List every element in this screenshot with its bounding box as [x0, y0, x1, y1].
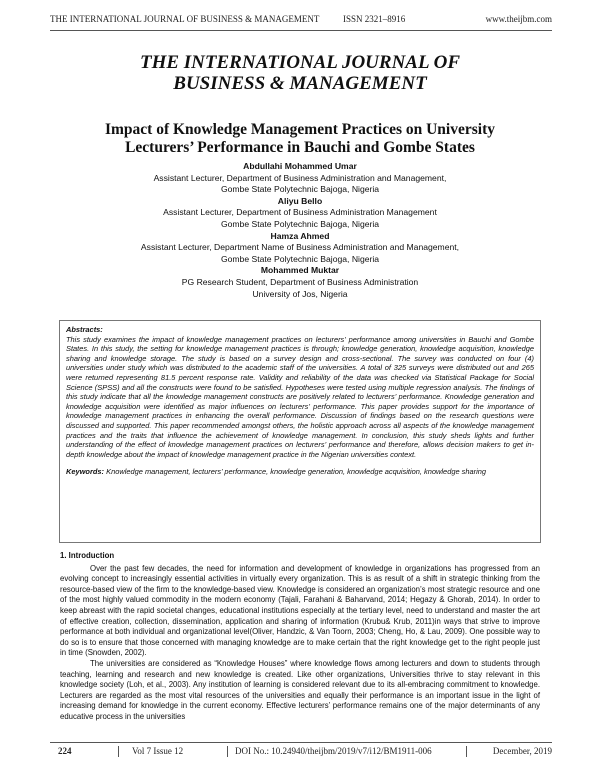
page-number: 224 [58, 746, 72, 756]
footer-separator [227, 746, 228, 757]
footer-doi[interactable]: DOI No.: 10.24940/theijbm/2019/v7/i12/BM1911-006 [235, 746, 432, 756]
author-name: Mohammed Muktar [260, 265, 340, 276]
author-affiliation: University of Jos, Nigeria [252, 288, 348, 299]
journal-title-line: BUSINESS & MANAGEMENT [173, 73, 427, 94]
footer-rule [50, 742, 552, 743]
keywords [66, 467, 534, 477]
paper-title-line: Impact of Knowledge Management Practices on University [104, 121, 495, 138]
footer-date: December, 2019 [492, 746, 552, 756]
footer-volume: Vol 7 Issue 12 [132, 746, 184, 756]
paper-title-line: Lecturers’ Performance in Bauchi and Gombe States [125, 139, 475, 156]
author-name: Hamza Ahmed [270, 230, 330, 241]
footer-separator [118, 746, 119, 757]
footer-separator [466, 746, 467, 757]
journal-title [0, 52, 600, 94]
header-journal: THE INTERNATIONAL JOURNAL OF BUSINESS & MANAGEMENT [50, 14, 320, 24]
paragraph: The universities are considered as “Knowledge Houses” where knowledge flows among lecturers and down to students through teaching, learning and research and new knowledge is created. Like other organizations, Universities thrive to stay relevant in this knowledge society (Loh, et al., 2003). Any institution of learning is considered relevant due to its all-embracing commitment to knowledge. Lecturers are regarded as the most vital resources of the universities and equally their performance is an important issue in the light of increasing demand for knowledge in the current economy. Effective lecturers’ performance remains one of the major determinants of any educative process in the universities [60, 658, 540, 721]
author-name: Abdullahi Mohammed Umar [243, 161, 357, 171]
header-issn: ISSN 2321–8916 [343, 14, 406, 24]
author-affiliation: PG Research Student, Department of Business Administration [181, 276, 419, 287]
author-name: Aliyu Bello [277, 195, 323, 206]
paragraph: Over the past few decades, the need for information and development of knowledge in organizations has progressed from an evolving concept to increasingly essential activities in virtually every organization. This is as result of a shift in strategic thinking from the resource-based view of the firm to the knowledge-based view. Knowledge is considered an organization’s most strategic resource and one of the most highly valued commodity in the modern economy (Tajali, Farahani & Baharvand, 2014; Hegazy & Ghorab, 2014). In order to keep abreast with the rapid societal changes, educational institutions especially at the tertiary level, need to understand and master the art of effective creation, collection, dissemination, application and sharing of information (Krubu& Krub, 2011)in ways that strive to improve performance at both individual and organizational level(Oliver, Handzic, & Van Toorn, 2003; Cheng, Ho, & Lau, 2009). One possible way to do so is to ensure that those concerned with managing knowledge are to make certain that the right knowledge get to the right people just in time (Snowden, 2002). [60, 563, 540, 658]
author-affiliation: Gombe State Polytechnic Bajoga, Nigeria [220, 253, 380, 264]
paper-title [60, 121, 540, 157]
author-affiliation: Gombe State Polytechnic Bajoga, Nigeria [220, 184, 380, 195]
running-footer [50, 746, 552, 758]
author-affiliation: Assistant Lecturer, Department of Business Administration Management [163, 207, 437, 218]
author-affiliation: Assistant Lecturer, Department Name of Business Administration and Management, [140, 242, 460, 253]
running-header [50, 14, 552, 28]
introduction-section [60, 551, 540, 723]
abstract-box [59, 320, 541, 543]
author-block [60, 161, 540, 300]
journal-title-line: THE INTERNATIONAL JOURNAL OF [139, 52, 461, 73]
header-url[interactable]: www.theijbm.com [485, 14, 552, 24]
header-rule [50, 30, 552, 31]
abstract-heading: Abstracts: [66, 325, 103, 334]
author-affiliation: Assistant Lecturer, Department of Business Administration and Management, [153, 172, 447, 183]
abstract-body: This study examines the impact of knowledge management practices on lecturers’ performance among universities in Bauchi and Gombe States. In this study, the setting for knowledge management practices is through; knowledge generation, knowledge acquisition, knowledge sharing and knowledge storage. The study is based on a survey design and cross-sectional. The survey was conducted on four (4) universities under study which was distributed to the academic staff of the universities. A total of 325 surveys were distributed out and 265 were returned representing 81.5 percent response rate. Validity and reliability of the data was checked via Statistical Package for Social Science (SPSS) and all the constructs were found to be satisfied. Hypotheses were tested using multiple regression analysis. The findings of this study indicate that all the knowledge management constructs are positively related to lecturers’ performance. Knowledge generation and knowledge acquisition were identified as major influences on lecturers’ performance. This paper provides support for the importance of knowledge management practices in enhancing the overall performance. Discussion of findings based on the research questions were discussed and supported. This paper recommended amongst others, the holistic approach across all aspects of the knowledge management practices and the traits that influence the achievement of knowledge management. In conclusion, this study sheds lights and further understanding of the effect of knowledge management practices on lecturers’ performance and therefore, allows decision makers to get in-depth knowledge about the impact of knowledge management practice in the Nigerian universities context. [66, 334, 534, 459]
section-heading: 1. Introduction [60, 551, 115, 560]
keywords-label: Keywords: [66, 467, 105, 477]
author-affiliation: Gombe State Polytechnic Bajoga, Nigeria [220, 218, 380, 229]
keywords-list: Knowledge management, lecturers’ performance, knowledge generation, knowledge acquisition, knowledge sharing [106, 467, 487, 477]
